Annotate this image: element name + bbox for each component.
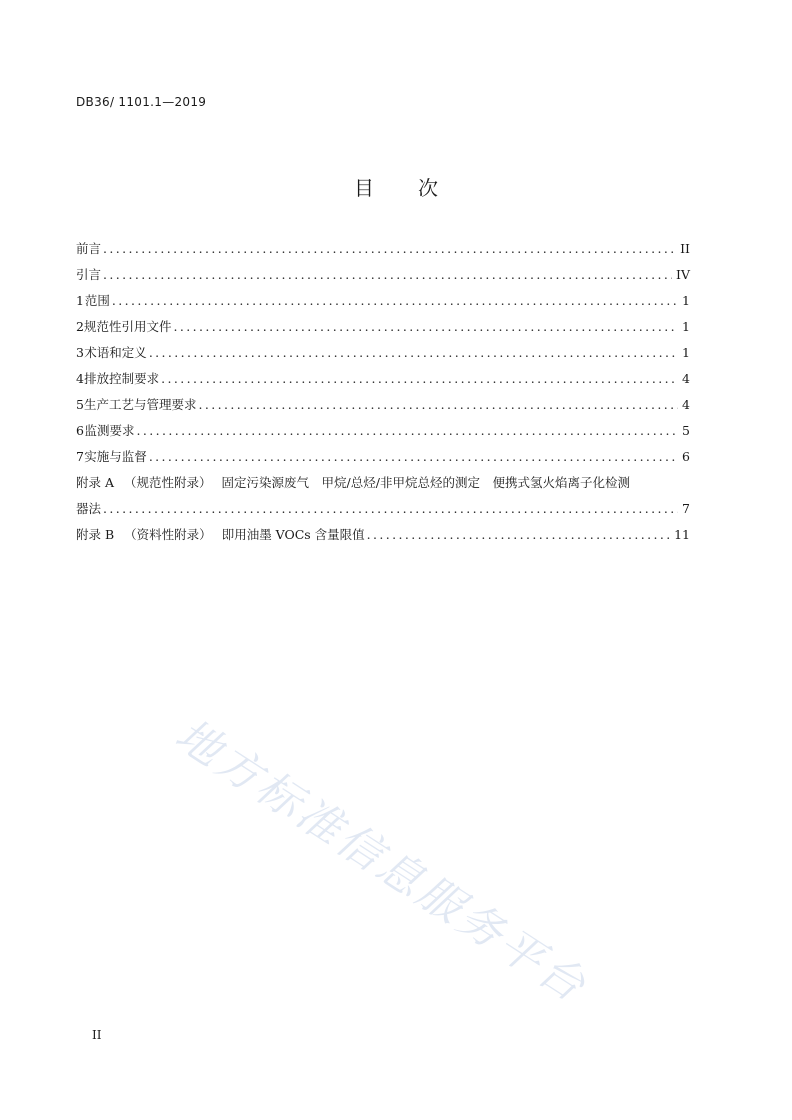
toc-entry-page: IV	[676, 267, 690, 282]
toc-entry-label: 生产工艺与管理要求	[83, 397, 197, 412]
toc-entry-page: 1	[682, 319, 690, 334]
toc-entry-introduction[interactable]	[76, 262, 690, 288]
toc-entry-label: 引言	[76, 267, 102, 282]
toc-entry-label: 术语和定义	[84, 345, 147, 360]
toc-leader-dots	[149, 444, 678, 470]
appendix-b-title: 即用油墨 VOCs 含量限值	[221, 527, 365, 542]
toc-entry-number: 3	[76, 345, 84, 360]
appendix-a-type: （规范性附录）	[124, 475, 212, 490]
toc-entry-page: 6	[682, 449, 690, 464]
page-number: II	[92, 1028, 102, 1042]
toc-entry-number: 7	[76, 449, 84, 464]
toc-entry-page: 4	[682, 397, 690, 412]
toc-entry-label: 范围	[84, 293, 110, 308]
toc-leader-dots	[103, 496, 678, 522]
watermark-text: 地方标准信息服务平台	[166, 709, 597, 1014]
toc-leader-dots	[103, 262, 672, 288]
toc-entry-label: 监测要求	[84, 423, 135, 438]
toc-entry-appendix-b[interactable]	[76, 522, 690, 548]
appendix-b-prefix: 附录 B	[76, 527, 115, 542]
toc-entry-terms-definitions[interactable]	[76, 340, 690, 366]
toc-entry-normative-references[interactable]	[76, 314, 690, 340]
page-title-char-1: 目	[354, 176, 374, 200]
toc-entry-label: 前言	[76, 241, 102, 256]
table-of-contents	[76, 236, 690, 548]
toc-leader-dots	[161, 366, 678, 392]
toc-entry-number: 5	[76, 397, 84, 412]
toc-entry-monitoring[interactable]	[76, 418, 690, 444]
toc-leader-dots	[112, 288, 678, 314]
toc-entry-scope[interactable]	[76, 288, 690, 314]
toc-entry-page: II	[680, 241, 690, 256]
toc-entry-appendix-a[interactable]	[76, 470, 690, 522]
toc-entry-number: 1	[76, 293, 84, 308]
appendix-a-title-line2: 器法	[76, 501, 102, 516]
toc-leader-dots	[173, 314, 678, 340]
page-title	[0, 172, 792, 201]
toc-leader-dots	[367, 522, 670, 548]
toc-entry-number: 2	[76, 319, 84, 334]
toc-entry-foreword[interactable]	[76, 236, 690, 262]
toc-entry-label: 实施与监督	[84, 449, 147, 464]
toc-entry-number: 4	[76, 371, 84, 386]
toc-entry-implementation[interactable]	[76, 444, 690, 470]
toc-entry-page: 4	[682, 371, 690, 386]
appendix-a-page: 7	[682, 501, 690, 516]
toc-entry-page: 5	[682, 423, 690, 438]
toc-entry-label: 排放控制要求	[84, 371, 160, 386]
appendix-a-prefix: 附录 A	[76, 475, 115, 490]
toc-entry-page: 1	[682, 293, 690, 308]
toc-entry-label: 规范性引用文件	[83, 319, 172, 334]
toc-leader-dots	[137, 418, 679, 444]
toc-leader-dots	[198, 392, 678, 418]
toc-leader-dots	[103, 236, 676, 262]
toc-entry-number: 6	[76, 423, 84, 438]
toc-entry-label	[76, 522, 365, 548]
toc-entry-page: 1	[682, 345, 690, 360]
standard-code: DB36/ 1101.1—2019	[76, 95, 207, 109]
page-title-char-2: 次	[418, 176, 438, 200]
toc-entry-emission-control[interactable]	[76, 366, 690, 392]
appendix-b-page: 11	[674, 527, 690, 542]
toc-leader-dots	[149, 340, 678, 366]
appendix-b-type: （资料性附录）	[124, 527, 212, 542]
toc-entry-process-management[interactable]	[76, 392, 690, 418]
appendix-a-title-line1: 固定污染源废气 甲烷/总烃/非甲烷总烃的测定 便携式氢火焰离子化检测	[221, 475, 630, 490]
